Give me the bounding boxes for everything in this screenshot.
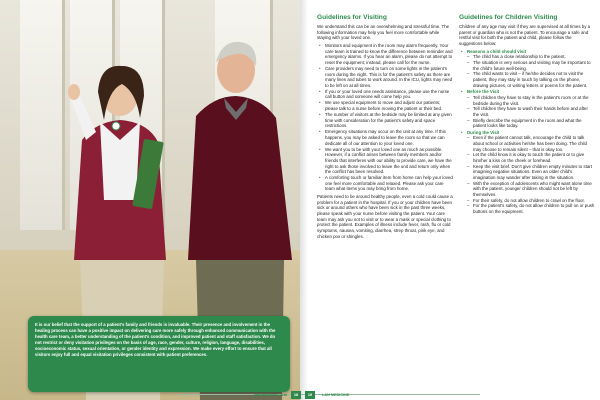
page-number-right: 19 bbox=[305, 391, 315, 399]
list-item: – Tell children they have to wash their hands before and after the visit. bbox=[459, 106, 595, 117]
caption-box bbox=[28, 316, 290, 392]
list-item: • If you or your loved one needs assistance, please use the nurse call button and someone will come help you. bbox=[317, 89, 453, 100]
section-heading: • Before the Visit bbox=[459, 89, 595, 95]
children-section bbox=[459, 49, 595, 89]
children-intro: Children of any age may visit if they are supervised at all times by a parent or guardian who is not the patient. To encourage a safe and restful visit for both the patient and child, please follow the suggestions below: bbox=[459, 24, 591, 46]
visiting-title: Guidelines for Visiting bbox=[317, 14, 387, 21]
list-item: – Let the child know it is okay to touch the patient or to give him/her a kiss on the cheek or forehead. bbox=[459, 152, 595, 163]
list-item: – The child wants to visit – if he/she decides not to visit the patient, they may stay in touch by talking on the phone, drawing pictures, or writing letters or poems for the patient. bbox=[459, 71, 595, 88]
list-item: • Care providers may need to turn on some lights in the patient's room during the night. This is for the patient's safety as there are many lines and tubes to work around. In the ICU, lights may need to be left on at all times. bbox=[317, 66, 453, 89]
page-footer bbox=[0, 391, 600, 400]
page-number-left: 18 bbox=[291, 391, 301, 399]
list-item: • We want you to be with your loved one as much as possible. However, if a conflict arises between family members and/or friends that interferes with our ability to provide care, we have the right to ask those involved to leave the unit and return only when the conflict has been resolved. bbox=[317, 147, 453, 175]
name-badge bbox=[112, 122, 120, 130]
section-heading: • During the Visit bbox=[459, 130, 595, 136]
list-item: – With the exception of adolescents who might want alone time with the patient, younger children should not be left by themselves. bbox=[459, 181, 595, 198]
visiting-intro: We understand this can be an overwhelming and stressful time. The following information may help you feel more comfortable while staying with your loved one. bbox=[317, 24, 450, 41]
list-item: – Briefly describe the equipment in the room and what the patient looks like today. bbox=[459, 118, 595, 129]
list-item: – The situation is very serious and visiting may be important to the child's future well-being. bbox=[459, 60, 595, 71]
list-item: – Tell children they have to stay in the patient's room or at the bedside during the visit. bbox=[459, 95, 595, 106]
caption-text: It is our belief that the support of a patient's family and friends is invaluable. Their presence and involvement in the healing process can have a positive impact on delivering care more safely through enhanced communication with the health care team, a better understanding of the patient's condition, and improved patient and staff satisfaction. We do not restrict or deny visitation privileges on the basis of age, race, gender, culture, religion, language, disabilities, socioeconomic status, sexual orientation, or gender identity and expression. We make every effort to ensure that all visitors enjoy full and equal visitation privileges consistent with patient preferences. bbox=[35, 322, 276, 358]
children-guidelines-column bbox=[459, 14, 595, 216]
list-item: – Keep the visit brief. Don't give children empty minutes to start imagining negative situations. Even an older child's imagination may wander after taking in the situation. bbox=[459, 164, 595, 181]
right-page bbox=[300, 0, 600, 400]
man-sweater bbox=[188, 96, 292, 260]
list-item: – For the patient's safety, do not allow children to pull on or push buttons on the equipment. bbox=[459, 203, 595, 214]
footer-publication: LAN MEDICINE bbox=[322, 393, 350, 397]
children-section bbox=[459, 130, 595, 215]
page-fold-shadow bbox=[300, 0, 308, 400]
list-item: • Emergency situations may occur on the unit at any time. If this happens, you may be asked to leave the room so that we can dedicate all of our attention to your loved one. bbox=[317, 129, 453, 146]
children-section bbox=[459, 89, 595, 129]
visiting-guidelines-column bbox=[317, 14, 453, 241]
list-item: • Monitors and equipment in the room may alarm frequently. Your care team is trained to know the difference between reminder and emergency alarms. If you hear an alarm, please do not attempt to reset the equipment; instead, please call for the nurse. bbox=[317, 43, 453, 66]
list-item: • A comforting touch or familiar item from home can help your loved one feel more comfortable and relaxed. Please ask your care team what items you may bring from home. bbox=[317, 175, 453, 192]
visiting-bullet-list bbox=[317, 43, 453, 192]
section-heading: • Reasons a child should visit bbox=[459, 49, 595, 55]
section-list bbox=[459, 135, 595, 214]
children-title: Guidelines for Children Visiting bbox=[459, 14, 558, 21]
list-item: • The number of visitors at the bedside may be limited at any given time with consideration for the patient's safety and space restrictions. bbox=[317, 112, 453, 129]
woman-hand bbox=[68, 84, 80, 100]
section-list bbox=[459, 54, 595, 88]
list-item: – The child has a close relationship to the patient. bbox=[459, 54, 595, 60]
list-item: – Even if the patient cannot talk, encourage the child to talk about school or activities he/she has been doing. The child may choose to remain silent – that is okay too. bbox=[459, 135, 595, 152]
footer-website[interactable]: saintandrews.com bbox=[254, 393, 288, 397]
list-item: – For their safety, do not allow children to crawl on the floor. bbox=[459, 198, 595, 204]
list-item: • We use special equipment to move and adjust our patients; please talk to a nurse before moving the patient or their bed. bbox=[317, 100, 453, 111]
visiting-closing: Patients need to be around healthy people, even a cold could cause a problem for a patient in the hospital. If you or your children have been sick or around others who have been sick in the past three weeks, please speak with your nurse before visiting the patient. Your care team may ask you not to visit or to wear a mask or special clothing to protect the patient. Examples of illness include fever, rash, flu or cold symptoms, nausea, vomiting, diarrhea, strep throat, pink eye, and chicken pox or shingles. bbox=[317, 194, 453, 239]
section-list bbox=[459, 95, 595, 129]
